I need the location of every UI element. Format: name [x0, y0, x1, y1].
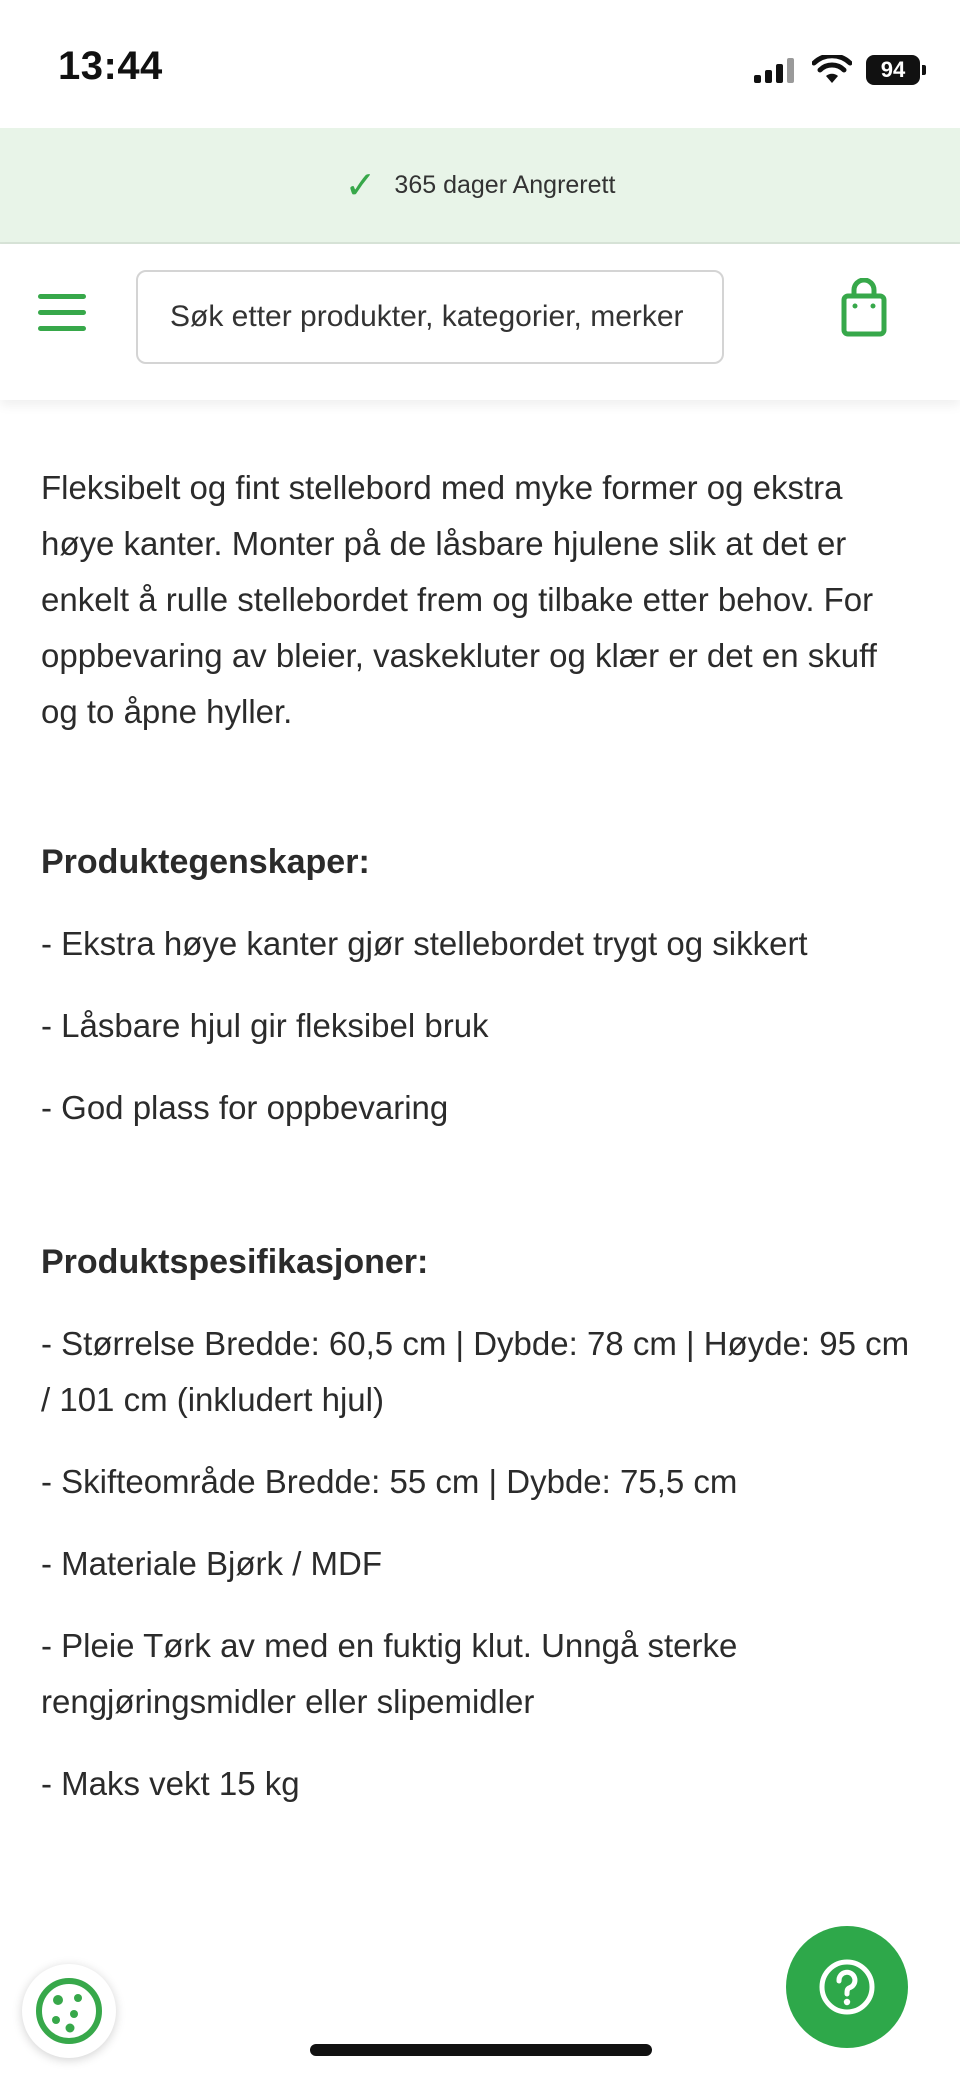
specs-title: Produktspesifikasjoner:	[41, 1243, 429, 1281]
question-mark-icon	[818, 1958, 876, 2016]
product-description	[41, 460, 921, 1838]
feature-item: - Ekstra høye kanter gjør stellebordet trygt og sikkert	[41, 925, 808, 962]
cookie-icon	[34, 1976, 104, 2046]
status-time: 13:44	[58, 44, 163, 88]
status-bar	[0, 0, 960, 128]
spec-item: - Størrelse Bredde: 60,5 cm | Dybde: 78 cm | Høyde: 95 cm / 101 cm (inkludert hjul)	[41, 1325, 910, 1418]
description-intro: Fleksibelt og fint stellebord med myke former og ekstra høye kanter. Monter på de låsbare hjulene slik at det er enkelt å rulle stellebordet frem og tilbake etter behov. For oppbevaring av bleier, vaskekluter og klær er det en skuff og to åpne hyller.	[41, 469, 877, 730]
spec-item: - Skifteområde Bredde: 55 cm | Dybde: 75,5 cm	[41, 1463, 738, 1500]
cookie-settings-button[interactable]	[22, 1964, 116, 2058]
search-input[interactable]	[170, 300, 690, 334]
hamburger-menu-icon[interactable]	[38, 292, 86, 332]
search-box[interactable]	[136, 270, 724, 364]
checkmark-icon: ✓	[344, 163, 377, 207]
return-policy-banner	[0, 128, 960, 244]
banner-text: 365 dager Angrerett	[394, 170, 616, 199]
battery-indicator	[866, 55, 920, 85]
features-title: Produktegenskaper:	[41, 843, 370, 881]
wifi-icon	[812, 55, 852, 85]
feature-item: - Låsbare hjul gir fleksibel bruk	[41, 1007, 489, 1044]
home-indicator[interactable]	[310, 2044, 652, 2056]
cellular-signal-icon	[754, 57, 798, 83]
site-header	[0, 244, 960, 400]
spec-item: - Pleie Tørk av med en fuktig klut. Unngå sterke rengjøringsmidler eller slipemidler	[41, 1627, 738, 1720]
status-icons	[754, 50, 920, 90]
spec-item: - Maks vekt 15 kg	[41, 1765, 300, 1802]
feature-item: - God plass for oppbevaring	[41, 1089, 449, 1126]
shopping-bag-icon[interactable]	[840, 278, 888, 338]
spec-item: - Materiale Bjørk / MDF	[41, 1545, 383, 1582]
battery-level: 94	[880, 57, 906, 82]
help-button[interactable]	[786, 1926, 908, 2048]
